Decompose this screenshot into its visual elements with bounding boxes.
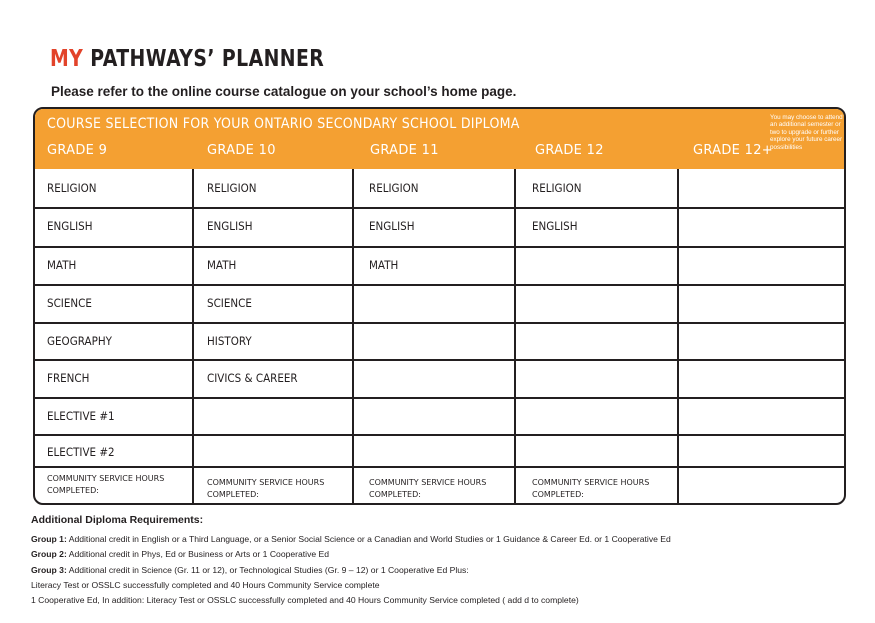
column-divider bbox=[352, 169, 354, 503]
page-title bbox=[50, 46, 324, 72]
column-divider bbox=[514, 169, 516, 503]
group-3-label: Group 3: bbox=[31, 564, 67, 575]
course-cell: HISTORY bbox=[207, 334, 252, 348]
planner-table bbox=[33, 107, 846, 505]
row-divider bbox=[35, 359, 844, 361]
group-2-requirement bbox=[31, 549, 851, 559]
header-title: COURSE SELECTION FOR YOUR ONTARIO SECONDARY SCHOOL DIPLOMA bbox=[47, 116, 520, 132]
course-cell: RELIGION bbox=[532, 181, 582, 195]
group-1-requirement bbox=[31, 534, 851, 544]
course-cell: SCIENCE bbox=[47, 296, 92, 310]
course-cell: MATH bbox=[47, 258, 77, 272]
diploma-requirements bbox=[31, 514, 851, 610]
course-cell: FRENCH bbox=[47, 371, 90, 385]
group-1-label: Group 1: bbox=[31, 534, 67, 544]
group-3-text: Additional credit in Science (Gr. 11 or 12), or Technological Studies (Gr. 9 – 12) or 1 Cooperative Ed Plus: bbox=[68, 564, 469, 575]
row-divider bbox=[35, 284, 844, 286]
grade-12-heading: GRADE 12 bbox=[535, 143, 604, 158]
title-my: MY bbox=[50, 46, 84, 72]
community-service-cell: COMMUNITY SERVICE HOURS COMPLETED: bbox=[47, 474, 165, 495]
planner-header bbox=[35, 109, 844, 169]
course-cell: SCIENCE bbox=[207, 296, 252, 310]
grade-11-heading: GRADE 11 bbox=[370, 143, 439, 158]
course-cell: RELIGION bbox=[369, 181, 419, 195]
course-cell: GEOGRAPHY bbox=[47, 334, 112, 348]
row-divider bbox=[35, 397, 844, 399]
course-cell: ENGLISH bbox=[207, 219, 253, 233]
group-2-text: Additional credit in Phys, Ed or Business or Arts or 1 Cooperative Ed bbox=[68, 549, 330, 560]
course-cell: RELIGION bbox=[207, 181, 257, 195]
extra-semester-note: You may choose to attend an additional semester or two to upgrade or further explore your future career possibilities bbox=[770, 114, 843, 151]
group-3-requirement bbox=[31, 565, 851, 575]
course-cell: ELECTIVE #2 bbox=[47, 445, 115, 459]
cooperative-requirement: 1 Cooperative Ed, In addition: Literacy Test or OSSLC successfully completed and 40 Hours Community Service completed ( add d to complete) bbox=[31, 595, 579, 606]
community-service-cell: COMMUNITY SERVICE HOURS COMPLETED: bbox=[532, 478, 650, 499]
course-cell: MATH bbox=[207, 258, 237, 272]
grade-10-heading: GRADE 10 bbox=[207, 143, 276, 158]
row-divider bbox=[35, 322, 844, 324]
course-cell: ENGLISH bbox=[47, 219, 93, 233]
group-2-label: Group 2: bbox=[31, 549, 67, 560]
course-cell: ELECTIVE #1 bbox=[47, 409, 115, 423]
community-service-cell: COMMUNITY SERVICE HOURS COMPLETED: bbox=[369, 478, 487, 499]
course-cell: ENGLISH bbox=[369, 219, 415, 233]
column-divider bbox=[677, 169, 679, 503]
course-cell: MATH bbox=[369, 258, 399, 272]
requirements-title: Additional Diploma Requirements: bbox=[31, 514, 204, 526]
row-divider bbox=[35, 434, 844, 436]
row-divider bbox=[35, 207, 844, 209]
group-1-text: Additional credit in English or a Third Language, or a Senior Social Science or a Canadian and World Studies or 1 Guidance & Career Ed. or 1 Cooperative Ed bbox=[68, 534, 671, 544]
title-rest: PATHWAYS’ PLANNER bbox=[90, 46, 325, 72]
row-divider bbox=[35, 246, 844, 248]
community-service-cell: COMMUNITY SERVICE HOURS COMPLETED: bbox=[207, 478, 325, 499]
course-cell: CIVICS & CAREER bbox=[207, 371, 298, 385]
grade-12-plus-heading: GRADE 12+ bbox=[693, 143, 773, 158]
column-divider bbox=[192, 169, 194, 503]
row-divider bbox=[35, 466, 844, 468]
grade-9-heading: GRADE 9 bbox=[47, 143, 108, 158]
literacy-requirement: Literacy Test or OSSLC successfully completed and 40 Hours Community Service complete bbox=[31, 579, 380, 590]
course-cell: ENGLISH bbox=[532, 219, 578, 233]
subtitle: Please refer to the online course catalogue on your school’s home page. bbox=[51, 84, 517, 99]
course-cell: RELIGION bbox=[47, 181, 97, 195]
